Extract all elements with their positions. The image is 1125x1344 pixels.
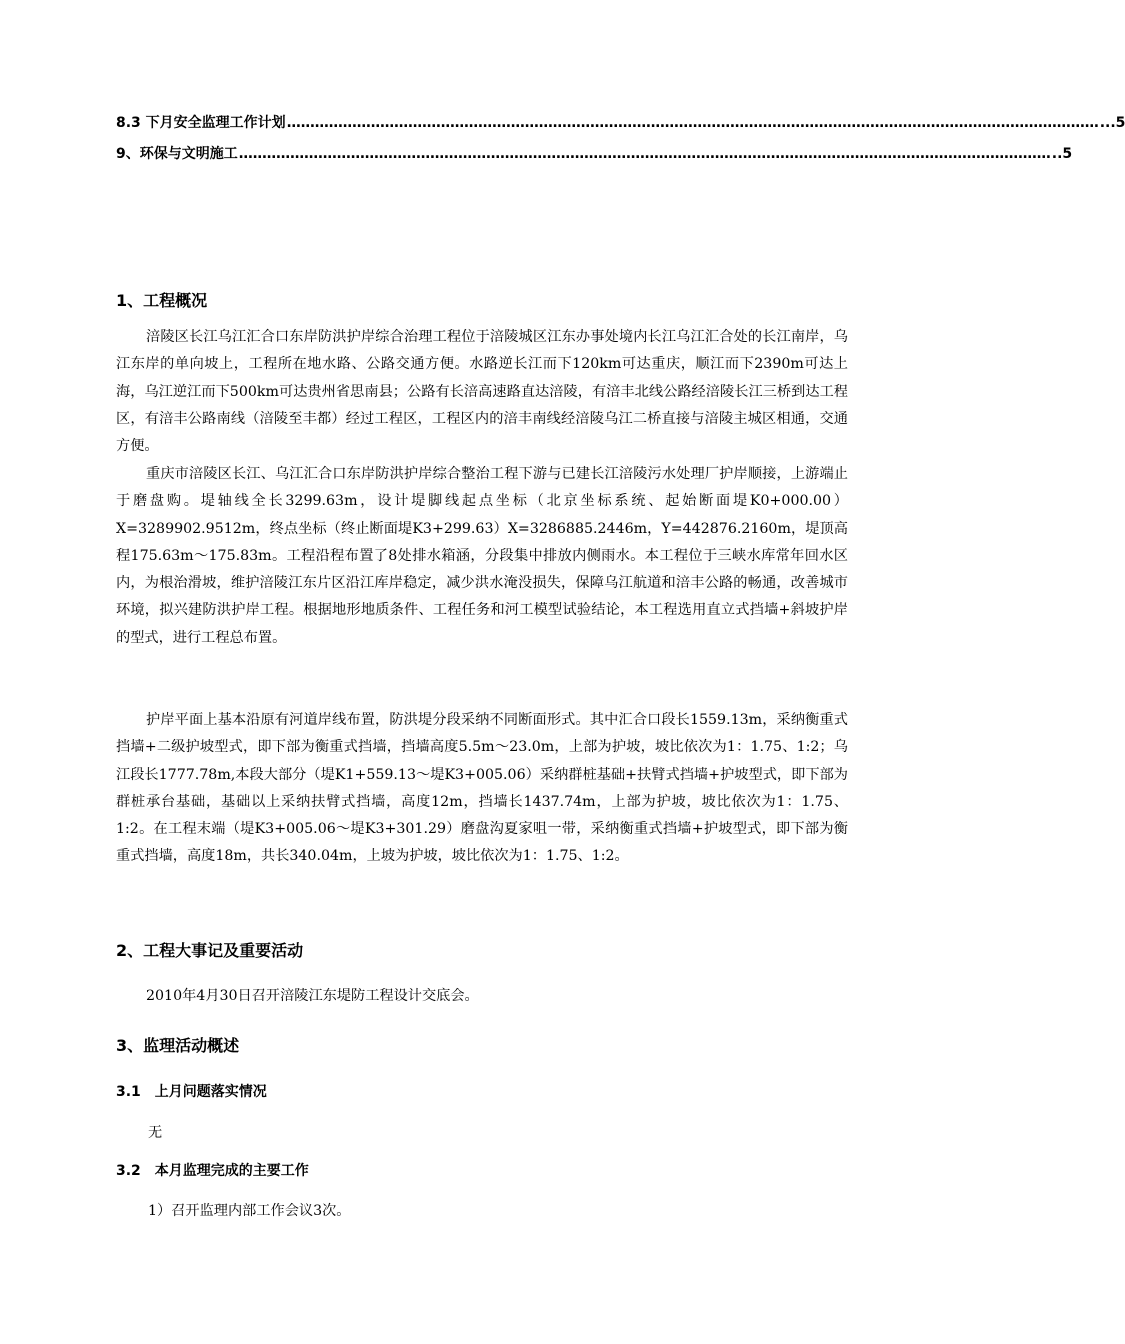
toc-entry-page: ..5 — [1051, 146, 1073, 162]
toc-entry[interactable] — [116, 112, 1125, 134]
subsection-heading: 3.1 上月问题落实情况 — [116, 1084, 267, 1100]
section-heading: 3、监理活动概述 — [116, 1036, 240, 1055]
toc-entry-page: ...5 — [1099, 115, 1125, 131]
paragraph: 涪陵区长江乌江汇合口东岸防洪护岸综合治理工程位于涪陵城区江东办事处境内长江乌江汇合处的长江南岸，乌江东岸的单向坡上，工程所在地水路、公路交通方便。水路逆长江而下120km可达重庆，顺江而下2390m可达上海，乌江逆江而下500km可达贵州省思南县；公路有长涪高速路直达涪陵，有涪丰北线公路经涪陵长江三桥到达工程区，有涪丰公路南线（涪陵至丰都）经过工程区，工程区内的涪丰南线经涪陵乌江二桥直接与涪陵主城区相通，交通方便。 — [116, 329, 848, 455]
toc-leader-dots: ………………………………………………………………………………………………………………………………………………………… — [238, 146, 1051, 162]
subsection-heading: 3.2 本月监理完成的主要工作 — [116, 1163, 309, 1179]
paragraph: 护岸平面上基本沿原有河道岸线布置，防洪堤分段采纳不同断面形式。其中汇合口段长1559.13m，采纳衡重式挡墙+二级护坡型式，即下部为衡重式挡墙，挡墙高度5.5m～23.0m，上部为护坡，坡比依次为1：1.75、1:2；乌江段长1777.78m,本段大部分（堤K1+559.13～堤K3+005.06）采纳群桩基础+扶臂式挡墙+护坡型式，即下部为群桩承台基础，基础以上采纳扶臂式挡墙，高度12m，挡墙长1437.74m，上部为护坡，坡比依次为1：1.75、1:2。在工程末端（堤K3+005.06～堤K3+301.29）磨盘沟夏家咀一带，采纳衡重式挡墙+护坡型式，即下部为衡重式挡墙，高度18m，共长340.04m，上坡为护坡，坡比依次为1：1.75、1:2。 — [116, 712, 848, 865]
toc-entry-title: 8.3 下月安全监理工作计划 — [116, 115, 286, 131]
section-heading: 1、工程概况 — [116, 291, 208, 310]
list-item: 1）召开监理内部工作会议3次。 — [148, 1203, 351, 1219]
paragraph: 重庆市涪陵区长江、乌江汇合口东岸防洪护岸综合整治工程下游与已建长江涪陵污水处理厂护岸顺接，上游端止于磨盘购。堤轴线全长3299.63m，设计堤脚线起点坐标（北京坐标系统、起始断面堤K0+000.00）X=3289902.9512m，终点坐标（终止断面堤K3+299.63）X=3286885.2446m，Y=442876.2160m，堤顶高程175.63m～175.83m。工程沿程布置了8处排水箱涵，分段集中排放内侧雨水。本工程位于三峡水库常年回水区内，为根治滑坡，维护涪陵江东片区沿江库岸稳定，减少洪水淹没损失，保障乌江航道和涪丰公路的畅通，改善城市环境，拟兴建防洪护岸工程。根据地形地质条件、工程任务和河工模型试验结论，本工程选用直立式挡墙+斜坡护岸的型式，进行工程总布置。 — [116, 466, 848, 646]
paragraph: 2010年4月30日召开涪陵江东堤防工程设计交底会。 — [146, 988, 479, 1004]
paragraph: 无 — [148, 1125, 163, 1141]
toc-leader-dots: ………………………………………………………………………………………………………………………………………………………… — [286, 115, 1099, 131]
toc-entry-title: 9、环保与文明施工 — [116, 146, 238, 162]
section-heading: 2、工程大事记及重要活动 — [116, 941, 304, 960]
toc-entry[interactable] — [116, 143, 1073, 165]
